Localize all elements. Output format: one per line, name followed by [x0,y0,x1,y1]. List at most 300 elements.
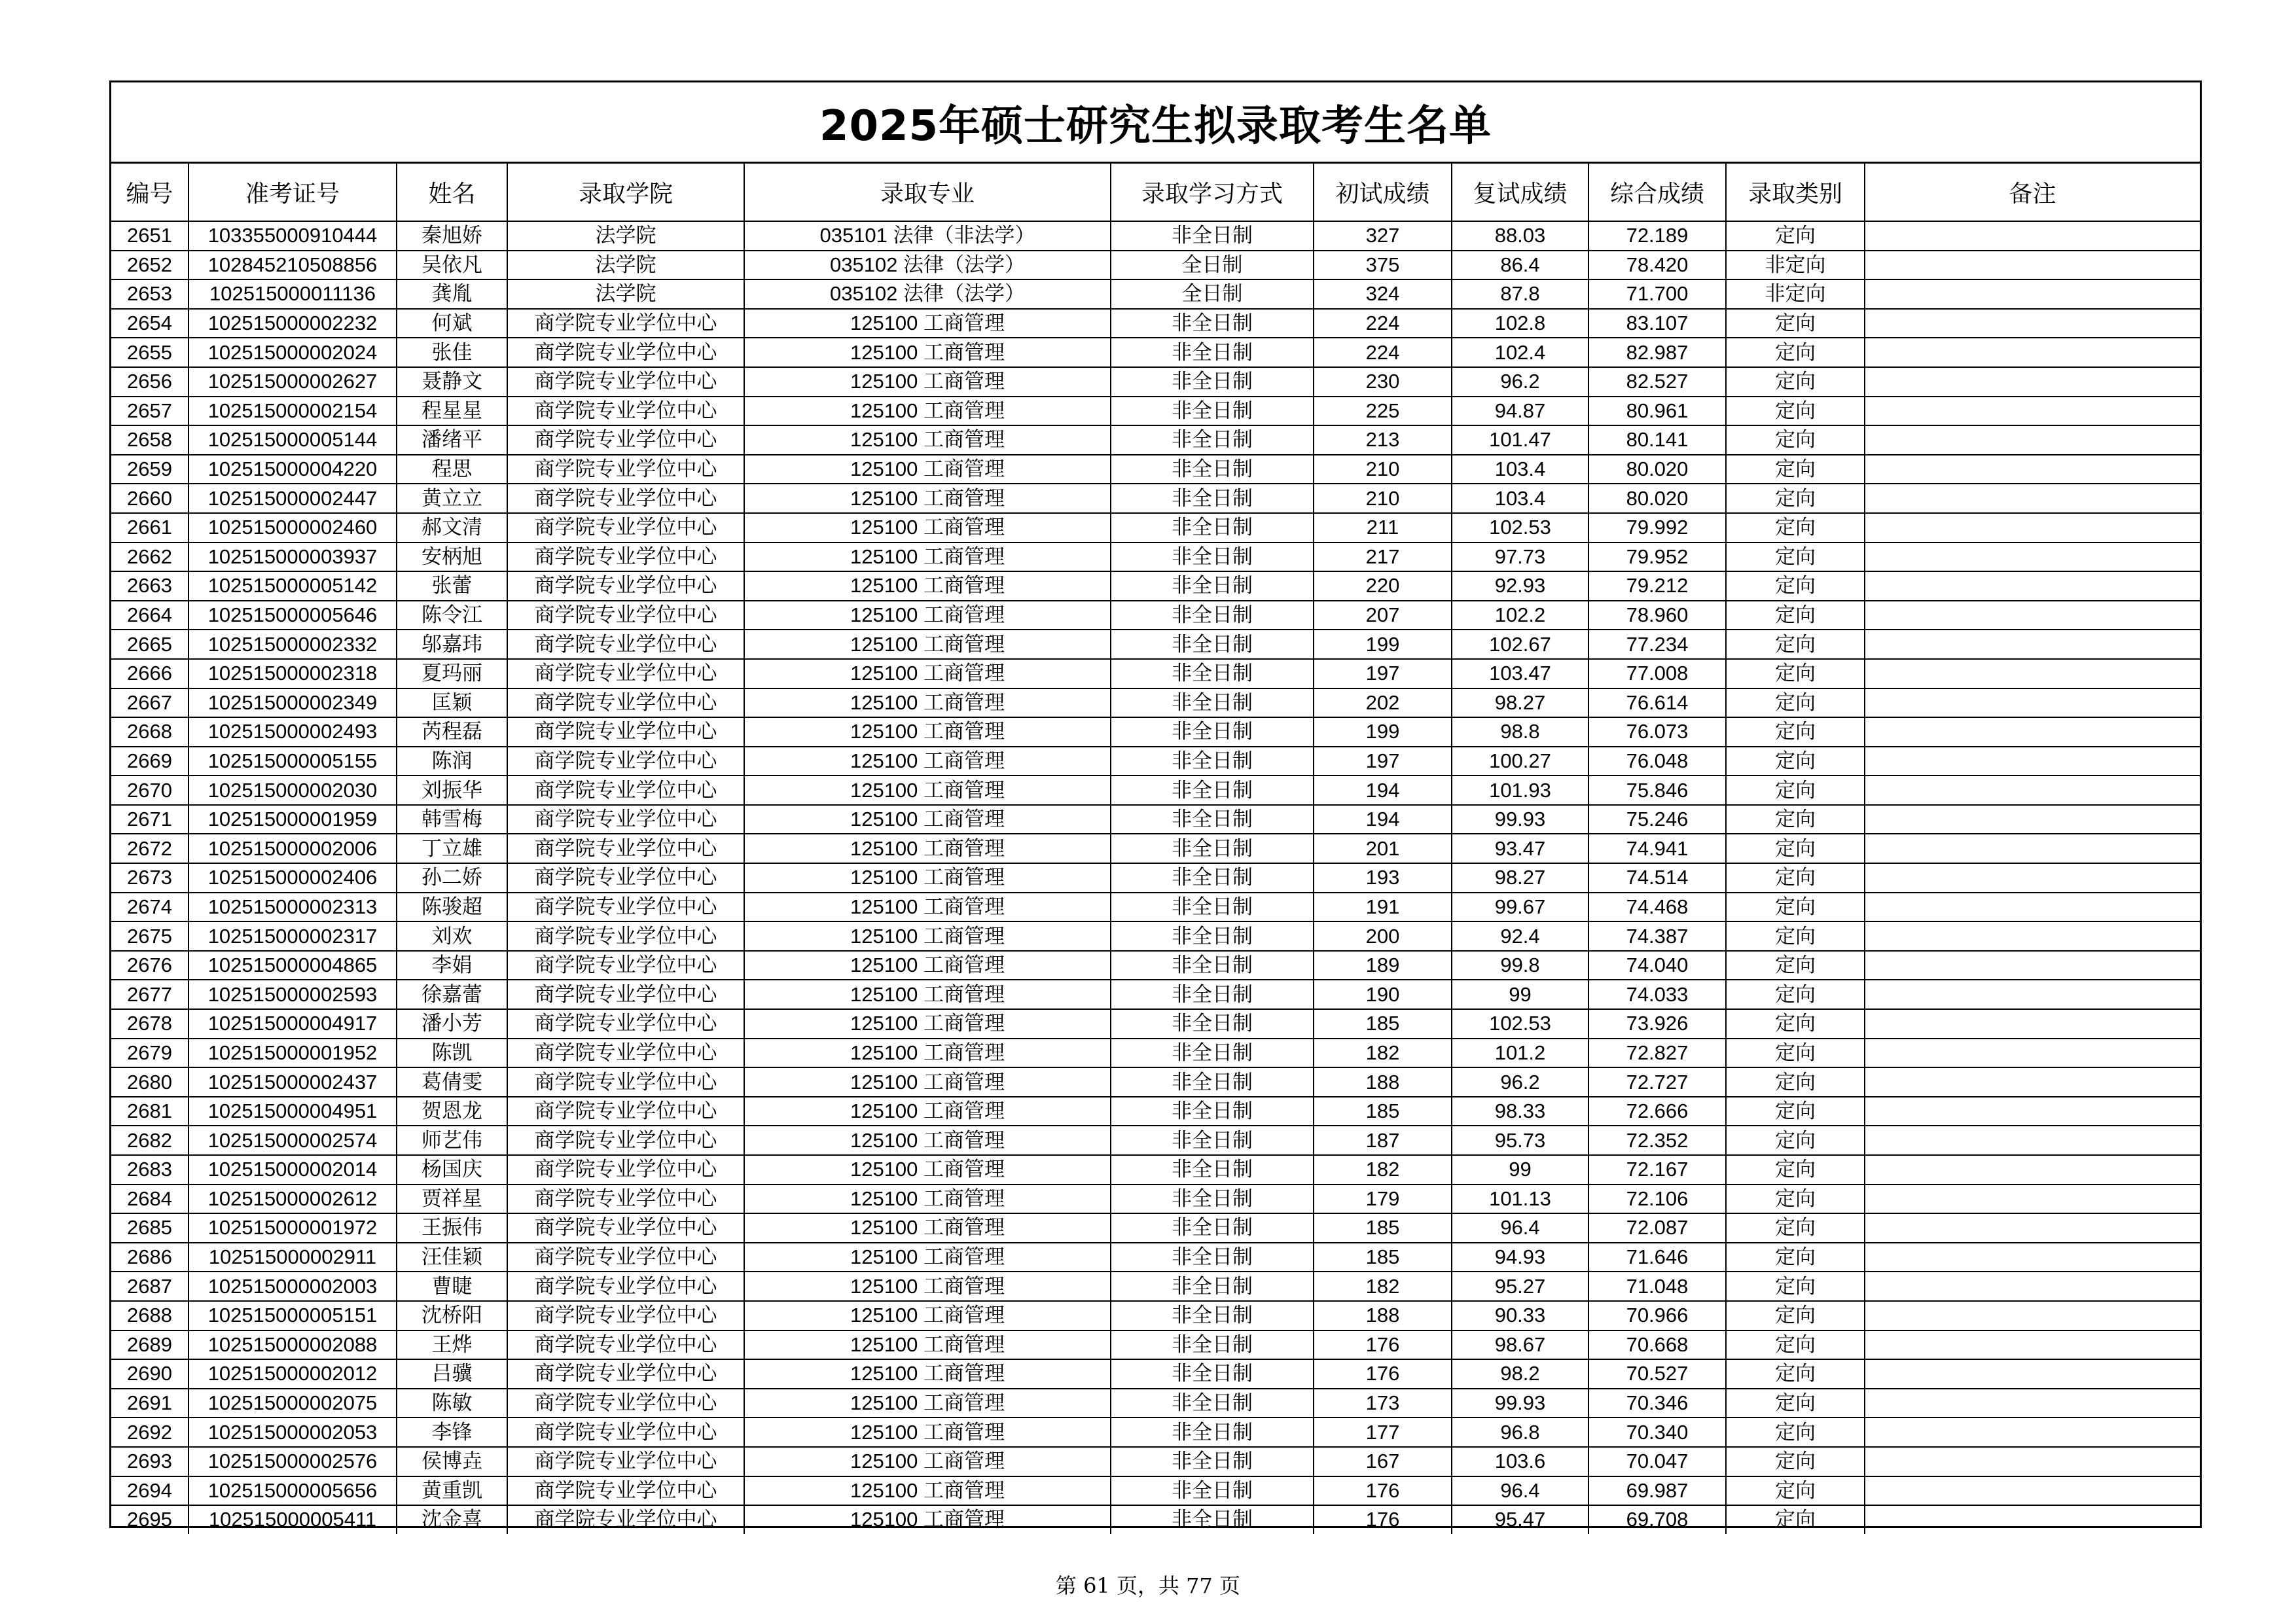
cell-study-mode: 非全日制 [1111,1301,1314,1330]
table-row [111,921,2200,951]
cell-number: 2669 [111,747,188,776]
cell-exam-id: 102515000002332 [188,630,397,659]
cell-remarks [1865,513,2200,543]
cell-initial-score: 224 [1314,338,1452,367]
cell-number: 2680 [111,1067,188,1097]
cell-total-score: 69.987 [1588,1476,1726,1506]
cell-exam-id: 102515000005411 [188,1505,397,1534]
cell-major: 125100 工商管理 [744,863,1111,893]
cell-college: 商学院专业学位中心 [507,1418,744,1447]
cell-number: 2688 [111,1301,188,1330]
cell-number: 2695 [111,1505,188,1534]
table-row [111,1272,2200,1301]
cell-retest-score: 98.27 [1452,863,1588,893]
cell-category: 定向 [1726,1505,1865,1534]
cell-number: 2692 [111,1418,188,1447]
cell-retest-score: 92.4 [1452,921,1588,951]
cell-college: 商学院专业学位中心 [507,1272,744,1301]
cell-study-mode: 非全日制 [1111,309,1314,338]
cell-exam-id: 102515000002593 [188,980,397,1009]
cell-name: 黄立立 [397,484,507,513]
cell-remarks [1865,1213,2200,1243]
cell-major: 035102 法律（法学） [744,251,1111,280]
cell-name: 安柄旭 [397,543,507,572]
cell-total-score: 74.514 [1588,863,1726,893]
cell-total-score: 76.048 [1588,747,1726,776]
cell-number: 2664 [111,601,188,630]
cell-major: 125100 工商管理 [744,834,1111,863]
cell-college: 商学院专业学位中心 [507,1126,744,1155]
cell-major: 125100 工商管理 [744,776,1111,805]
cell-study-mode: 非全日制 [1111,601,1314,630]
cell-number: 2655 [111,338,188,367]
cell-number: 2681 [111,1097,188,1126]
cell-college: 商学院专业学位中心 [507,425,744,455]
cell-initial-score: 167 [1314,1447,1452,1476]
cell-category: 定向 [1726,601,1865,630]
cell-initial-score: 217 [1314,543,1452,572]
table-row [111,1418,2200,1447]
table-row [111,309,2200,338]
cell-college: 商学院专业学位中心 [507,1039,744,1068]
cell-exam-id: 102515000002574 [188,1126,397,1155]
cell-category: 定向 [1726,484,1865,513]
cell-retest-score: 102.67 [1452,630,1588,659]
cell-major: 125100 工商管理 [744,717,1111,747]
cell-major: 125100 工商管理 [744,747,1111,776]
cell-category: 定向 [1726,688,1865,718]
cell-study-mode: 非全日制 [1111,1067,1314,1097]
cell-number: 2663 [111,571,188,601]
cell-name: 程星星 [397,397,507,426]
cell-retest-score: 98.67 [1452,1330,1588,1360]
cell-remarks [1865,1009,2200,1039]
cell-name: 侯博垚 [397,1447,507,1476]
cell-name: 郝文清 [397,513,507,543]
table-row [111,1126,2200,1155]
header-col-study-mode: 录取学习方式 [1111,164,1314,221]
cell-college: 商学院专业学位中心 [507,951,744,980]
cell-initial-score: 185 [1314,1213,1452,1243]
cell-total-score: 74.040 [1588,951,1726,980]
cell-study-mode: 非全日制 [1111,1272,1314,1301]
cell-exam-id: 102515000004220 [188,455,397,484]
cell-number: 2656 [111,367,188,397]
table-row [111,601,2200,630]
cell-remarks [1865,1389,2200,1418]
cell-exam-id: 102515000005656 [188,1476,397,1506]
cell-college: 商学院专业学位中心 [507,1097,744,1126]
cell-exam-id: 102515000002447 [188,484,397,513]
cell-retest-score: 93.47 [1452,834,1588,863]
cell-initial-score: 185 [1314,1009,1452,1039]
cell-total-score: 74.033 [1588,980,1726,1009]
admission-list-sheet [109,80,2202,1532]
cell-name: 吕骥 [397,1359,507,1389]
table-row [111,951,2200,980]
cell-remarks [1865,834,2200,863]
cell-college: 商学院专业学位中心 [507,1359,744,1389]
cell-retest-score: 101.2 [1452,1039,1588,1068]
cell-major: 125100 工商管理 [744,1389,1111,1418]
cell-name: 师艺伟 [397,1126,507,1155]
cell-name: 张佳 [397,338,507,367]
cell-retest-score: 96.4 [1452,1213,1588,1243]
cell-retest-score: 102.53 [1452,1009,1588,1039]
cell-retest-score: 90.33 [1452,1301,1588,1330]
cell-exam-id: 102515000002154 [188,397,397,426]
cell-remarks [1865,309,2200,338]
cell-study-mode: 非全日制 [1111,1213,1314,1243]
cell-college: 商学院专业学位中心 [507,1301,744,1330]
cell-number: 2690 [111,1359,188,1389]
cell-number: 2694 [111,1476,188,1506]
cell-study-mode: 非全日制 [1111,980,1314,1009]
cell-exam-id: 102515000002313 [188,893,397,922]
cell-total-score: 74.468 [1588,893,1726,922]
cell-name: 夏玛丽 [397,659,507,688]
cell-major: 125100 工商管理 [744,397,1111,426]
cell-study-mode: 非全日制 [1111,921,1314,951]
table-row [111,1213,2200,1243]
cell-name: 刘欢 [397,921,507,951]
cell-category: 定向 [1726,571,1865,601]
cell-exam-id: 102515000002006 [188,834,397,863]
cell-total-score: 79.212 [1588,571,1726,601]
cell-exam-id: 102515000002437 [188,1067,397,1097]
cell-name: 芮程磊 [397,717,507,747]
cell-initial-score: 210 [1314,455,1452,484]
cell-number: 2653 [111,279,188,309]
cell-category: 定向 [1726,1301,1865,1330]
cell-study-mode: 非全日制 [1111,717,1314,747]
cell-total-score: 72.827 [1588,1039,1726,1068]
table-row [111,571,2200,601]
cell-name: 何斌 [397,309,507,338]
cell-college: 商学院专业学位中心 [507,1330,744,1360]
cell-study-mode: 非全日制 [1111,397,1314,426]
cell-retest-score: 103.47 [1452,659,1588,688]
cell-exam-id: 102515000002627 [188,367,397,397]
cell-exam-id: 102515000001959 [188,805,397,834]
cell-initial-score: 194 [1314,776,1452,805]
cell-remarks [1865,1067,2200,1097]
cell-retest-score: 97.73 [1452,543,1588,572]
cell-total-score: 71.646 [1588,1243,1726,1272]
cell-number: 2652 [111,251,188,280]
cell-initial-score: 176 [1314,1505,1452,1534]
cell-initial-score: 176 [1314,1476,1452,1506]
cell-study-mode: 非全日制 [1111,571,1314,601]
cell-major: 125100 工商管理 [744,338,1111,367]
cell-retest-score: 98.33 [1452,1097,1588,1126]
cell-exam-id: 102515000002317 [188,921,397,951]
cell-exam-id: 102515000002232 [188,309,397,338]
cell-initial-score: 182 [1314,1272,1452,1301]
cell-study-mode: 非全日制 [1111,1009,1314,1039]
cell-category: 定向 [1726,747,1865,776]
cell-initial-score: 211 [1314,513,1452,543]
cell-exam-id: 102515000002318 [188,659,397,688]
cell-total-score: 76.073 [1588,717,1726,747]
cell-major: 125100 工商管理 [744,601,1111,630]
cell-remarks [1865,338,2200,367]
cell-college: 商学院专业学位中心 [507,717,744,747]
cell-number: 2673 [111,863,188,893]
cell-category: 定向 [1726,1009,1865,1039]
cell-category: 定向 [1726,1067,1865,1097]
cell-category: 定向 [1726,309,1865,338]
cell-college: 商学院专业学位中心 [507,338,744,367]
cell-category: 定向 [1726,367,1865,397]
cell-exam-id: 102515000003937 [188,543,397,572]
cell-study-mode: 非全日制 [1111,1185,1314,1214]
cell-category: 定向 [1726,863,1865,893]
cell-exam-id: 102515000002088 [188,1330,397,1360]
cell-name: 曹睫 [397,1272,507,1301]
cell-name: 黄重凯 [397,1476,507,1506]
cell-retest-score: 102.8 [1452,309,1588,338]
table-row [111,221,2200,251]
document-title: 2025年硕士研究生拟录取考生名单 [111,82,2200,164]
header-col-number: 编号 [111,164,188,221]
cell-exam-id: 102515000004865 [188,951,397,980]
cell-retest-score: 94.93 [1452,1243,1588,1272]
cell-initial-score: 189 [1314,951,1452,980]
cell-name: 聂静文 [397,367,507,397]
cell-total-score: 70.966 [1588,1301,1726,1330]
cell-remarks [1865,1243,2200,1272]
table-row [111,688,2200,718]
cell-total-score: 83.107 [1588,309,1726,338]
cell-number: 2654 [111,309,188,338]
cell-major: 125100 工商管理 [744,951,1111,980]
cell-total-score: 72.087 [1588,1213,1726,1243]
cell-number: 2657 [111,397,188,426]
cell-category: 定向 [1726,921,1865,951]
cell-exam-id: 102515000002406 [188,863,397,893]
cell-college: 商学院专业学位中心 [507,543,744,572]
cell-category: 定向 [1726,513,1865,543]
cell-initial-score: 375 [1314,251,1452,280]
cell-retest-score: 102.2 [1452,601,1588,630]
cell-major: 125100 工商管理 [744,921,1111,951]
table-row [111,805,2200,834]
cell-major: 125100 工商管理 [744,1476,1111,1506]
cell-study-mode: 非全日制 [1111,776,1314,805]
cell-category: 定向 [1726,717,1865,747]
cell-total-score: 77.234 [1588,630,1726,659]
cell-exam-id: 102515000002349 [188,688,397,718]
cell-study-mode: 非全日制 [1111,338,1314,367]
table-row [111,425,2200,455]
cell-study-mode: 全日制 [1111,279,1314,309]
cell-remarks [1865,776,2200,805]
cell-number: 2668 [111,717,188,747]
cell-major: 125100 工商管理 [744,805,1111,834]
cell-retest-score: 95.73 [1452,1126,1588,1155]
cell-name: 杨国庆 [397,1155,507,1185]
table-row [111,1389,2200,1418]
table-row [111,1505,2200,1534]
cell-major: 125100 工商管理 [744,1447,1111,1476]
cell-number: 2666 [111,659,188,688]
cell-retest-score: 100.27 [1452,747,1588,776]
cell-exam-id: 102515000005151 [188,1301,397,1330]
cell-major: 035102 法律（法学） [744,279,1111,309]
cell-retest-score: 95.47 [1452,1505,1588,1534]
table-row [111,1039,2200,1068]
cell-category: 非定向 [1726,251,1865,280]
cell-number: 2689 [111,1330,188,1360]
cell-name: 葛倩雯 [397,1067,507,1097]
cell-college: 商学院专业学位中心 [507,805,744,834]
cell-remarks [1865,1155,2200,1185]
cell-exam-id: 102515000002012 [188,1359,397,1389]
cell-study-mode: 非全日制 [1111,367,1314,397]
header-col-remarks: 备注 [1865,164,2200,221]
header-col-initial-score: 初试成绩 [1314,164,1452,221]
cell-study-mode: 非全日制 [1111,543,1314,572]
cell-remarks [1865,893,2200,922]
cell-total-score: 78.960 [1588,601,1726,630]
cell-total-score: 70.346 [1588,1389,1726,1418]
cell-major: 125100 工商管理 [744,893,1111,922]
cell-college: 商学院专业学位中心 [507,484,744,513]
cell-category: 定向 [1726,1126,1865,1155]
cell-remarks [1865,1126,2200,1155]
cell-initial-score: 213 [1314,425,1452,455]
cell-category: 非定向 [1726,279,1865,309]
cell-exam-id: 102515000002075 [188,1389,397,1418]
cell-category: 定向 [1726,425,1865,455]
cell-number: 2682 [111,1126,188,1155]
cell-study-mode: 非全日制 [1111,221,1314,251]
cell-major: 125100 工商管理 [744,1155,1111,1185]
cell-total-score: 78.420 [1588,251,1726,280]
cell-initial-score: 210 [1314,484,1452,513]
cell-major: 125100 工商管理 [744,484,1111,513]
header-col-college: 录取学院 [507,164,744,221]
cell-remarks [1865,1185,2200,1214]
cell-college: 商学院专业学位中心 [507,513,744,543]
cell-number: 2691 [111,1389,188,1418]
cell-number: 2679 [111,1039,188,1068]
cell-exam-id: 102515000005155 [188,747,397,776]
cell-study-mode: 非全日制 [1111,425,1314,455]
table-row [111,513,2200,543]
cell-exam-id: 102515000004951 [188,1097,397,1126]
cell-remarks [1865,659,2200,688]
cell-initial-score: 179 [1314,1185,1452,1214]
cell-retest-score: 101.93 [1452,776,1588,805]
cell-category: 定向 [1726,893,1865,922]
cell-name: 陈敏 [397,1389,507,1418]
cell-retest-score: 92.93 [1452,571,1588,601]
cell-remarks [1865,1330,2200,1360]
cell-study-mode: 非全日制 [1111,893,1314,922]
cell-name: 程思 [397,455,507,484]
cell-initial-score: 176 [1314,1359,1452,1389]
cell-major: 125100 工商管理 [744,1126,1111,1155]
cell-retest-score: 103.6 [1452,1447,1588,1476]
cell-name: 贾祥星 [397,1185,507,1214]
table-row [111,338,2200,367]
cell-category: 定向 [1726,1389,1865,1418]
table-row [111,279,2200,309]
cell-remarks [1865,951,2200,980]
cell-exam-id: 103355000910444 [188,221,397,251]
cell-major: 125100 工商管理 [744,1067,1111,1097]
cell-retest-score: 96.8 [1452,1418,1588,1447]
cell-total-score: 76.614 [1588,688,1726,718]
cell-college: 法学院 [507,221,744,251]
header-col-retest-score: 复试成绩 [1452,164,1588,221]
cell-remarks [1865,1039,2200,1068]
cell-name: 陈凯 [397,1039,507,1068]
cell-exam-id: 102515000002003 [188,1272,397,1301]
cell-initial-score: 201 [1314,834,1452,863]
cell-remarks [1865,980,2200,1009]
cell-category: 定向 [1726,397,1865,426]
cell-total-score: 75.246 [1588,805,1726,834]
cell-initial-score: 182 [1314,1155,1452,1185]
cell-number: 2674 [111,893,188,922]
cell-college: 法学院 [507,279,744,309]
cell-study-mode: 非全日制 [1111,659,1314,688]
cell-study-mode: 非全日制 [1111,688,1314,718]
cell-name: 王烨 [397,1330,507,1360]
table-row [111,659,2200,688]
cell-college: 商学院专业学位中心 [507,776,744,805]
header-col-total-score: 综合成绩 [1588,164,1726,221]
cell-study-mode: 非全日制 [1111,484,1314,513]
cell-college: 商学院专业学位中心 [507,1185,744,1214]
cell-total-score: 79.952 [1588,543,1726,572]
cell-retest-score: 99 [1452,980,1588,1009]
cell-retest-score: 102.4 [1452,338,1588,367]
cell-study-mode: 非全日制 [1111,805,1314,834]
cell-category: 定向 [1726,1272,1865,1301]
cell-retest-score: 99.93 [1452,805,1588,834]
cell-number: 2678 [111,1009,188,1039]
cell-study-mode: 非全日制 [1111,1418,1314,1447]
cell-number: 2686 [111,1243,188,1272]
cell-college: 商学院专业学位中心 [507,309,744,338]
cell-major: 125100 工商管理 [744,1097,1111,1126]
cell-category: 定向 [1726,1039,1865,1068]
table-row [111,484,2200,513]
cell-name: 邬嘉玮 [397,630,507,659]
cell-category: 定向 [1726,221,1865,251]
cell-number: 2659 [111,455,188,484]
cell-total-score: 80.141 [1588,425,1726,455]
cell-major: 035101 法律（非法学） [744,221,1111,251]
cell-major: 125100 工商管理 [744,630,1111,659]
cell-college: 商学院专业学位中心 [507,367,744,397]
cell-name: 王振伟 [397,1213,507,1243]
cell-retest-score: 86.4 [1452,251,1588,280]
cell-remarks [1865,221,2200,251]
cell-exam-id: 102515000002024 [188,338,397,367]
cell-exam-id: 102515000004917 [188,1009,397,1039]
cell-major: 125100 工商管理 [744,367,1111,397]
cell-initial-score: 185 [1314,1097,1452,1126]
table-row [111,251,2200,280]
cell-study-mode: 非全日制 [1111,1097,1314,1126]
cell-retest-score: 98.8 [1452,717,1588,747]
cell-exam-id: 102515000011136 [188,279,397,309]
